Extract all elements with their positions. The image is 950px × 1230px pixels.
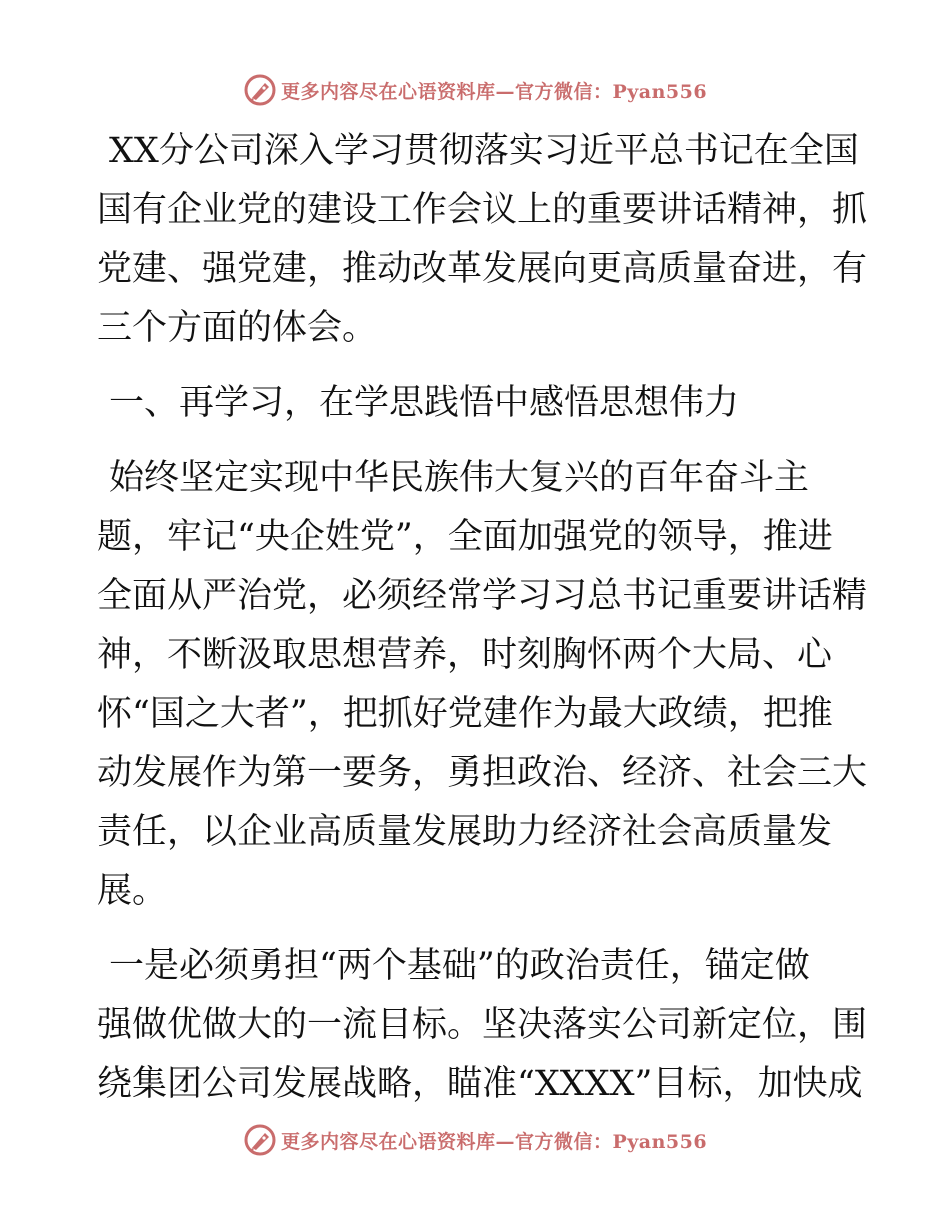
text-line: 神，不断汲取思想营养，时刻胸怀两个大局、心 xyxy=(97,635,833,675)
text-line: 责任，以企业高质量发展助力经济社会高质量发 xyxy=(97,812,833,852)
text-line: 强做优做大的一流目标。坚决落实公司新定位，围 xyxy=(97,1005,868,1045)
watermark-header xyxy=(0,70,950,110)
text-line: 党建、强党建，推动改革发展向更高质量奋进，有 xyxy=(97,249,868,289)
paragraph-intro xyxy=(97,122,868,358)
article-body xyxy=(97,122,868,1114)
text-line: 全面从严治党，必须经常学习习总书记重要讲话精 xyxy=(97,576,868,616)
pen-logo-icon xyxy=(243,73,277,107)
watermark-text: 更多内容尽在心语资料库—官方微信：Pyan556 xyxy=(280,80,708,103)
text-line: 三个方面的体会。 xyxy=(97,308,378,348)
text-line: 绕集团公司发展战略，瞄准“XXXX”目标，加快成 xyxy=(97,1064,863,1104)
text-line: 展。 xyxy=(97,871,168,911)
text-line: 国有企业党的建设工作会议上的重要讲话精神，抓 xyxy=(97,190,868,230)
text-line: 一是必须勇担“两个基础”的政治责任，锚定做 xyxy=(109,946,810,986)
pen-logo-icon xyxy=(243,1123,277,1157)
paragraph-point-one xyxy=(97,937,868,1114)
text-line: 题，牢记“央企姓党”，全面加强党的领导，推进 xyxy=(97,517,833,557)
text-line: 始终坚定实现中华民族伟大复兴的百年奋斗主 xyxy=(109,458,810,498)
text-line: 怀“国之大者”，把抓好党建作为最大政绩，把推 xyxy=(97,694,833,734)
section-heading: 一、再学习，在学思践悟中感悟思想伟力 xyxy=(109,383,740,423)
watermark-text: 更多内容尽在心语资料库—官方微信：Pyan556 xyxy=(280,1130,708,1153)
text-line: 动发展作为第一要务，勇担政治、经济、社会三大 xyxy=(97,753,868,793)
watermark-footer xyxy=(0,1120,950,1160)
paragraph-body xyxy=(97,449,868,921)
text-line: XX分公司深入学习贯彻落实习近平总书记在全国 xyxy=(109,131,859,171)
